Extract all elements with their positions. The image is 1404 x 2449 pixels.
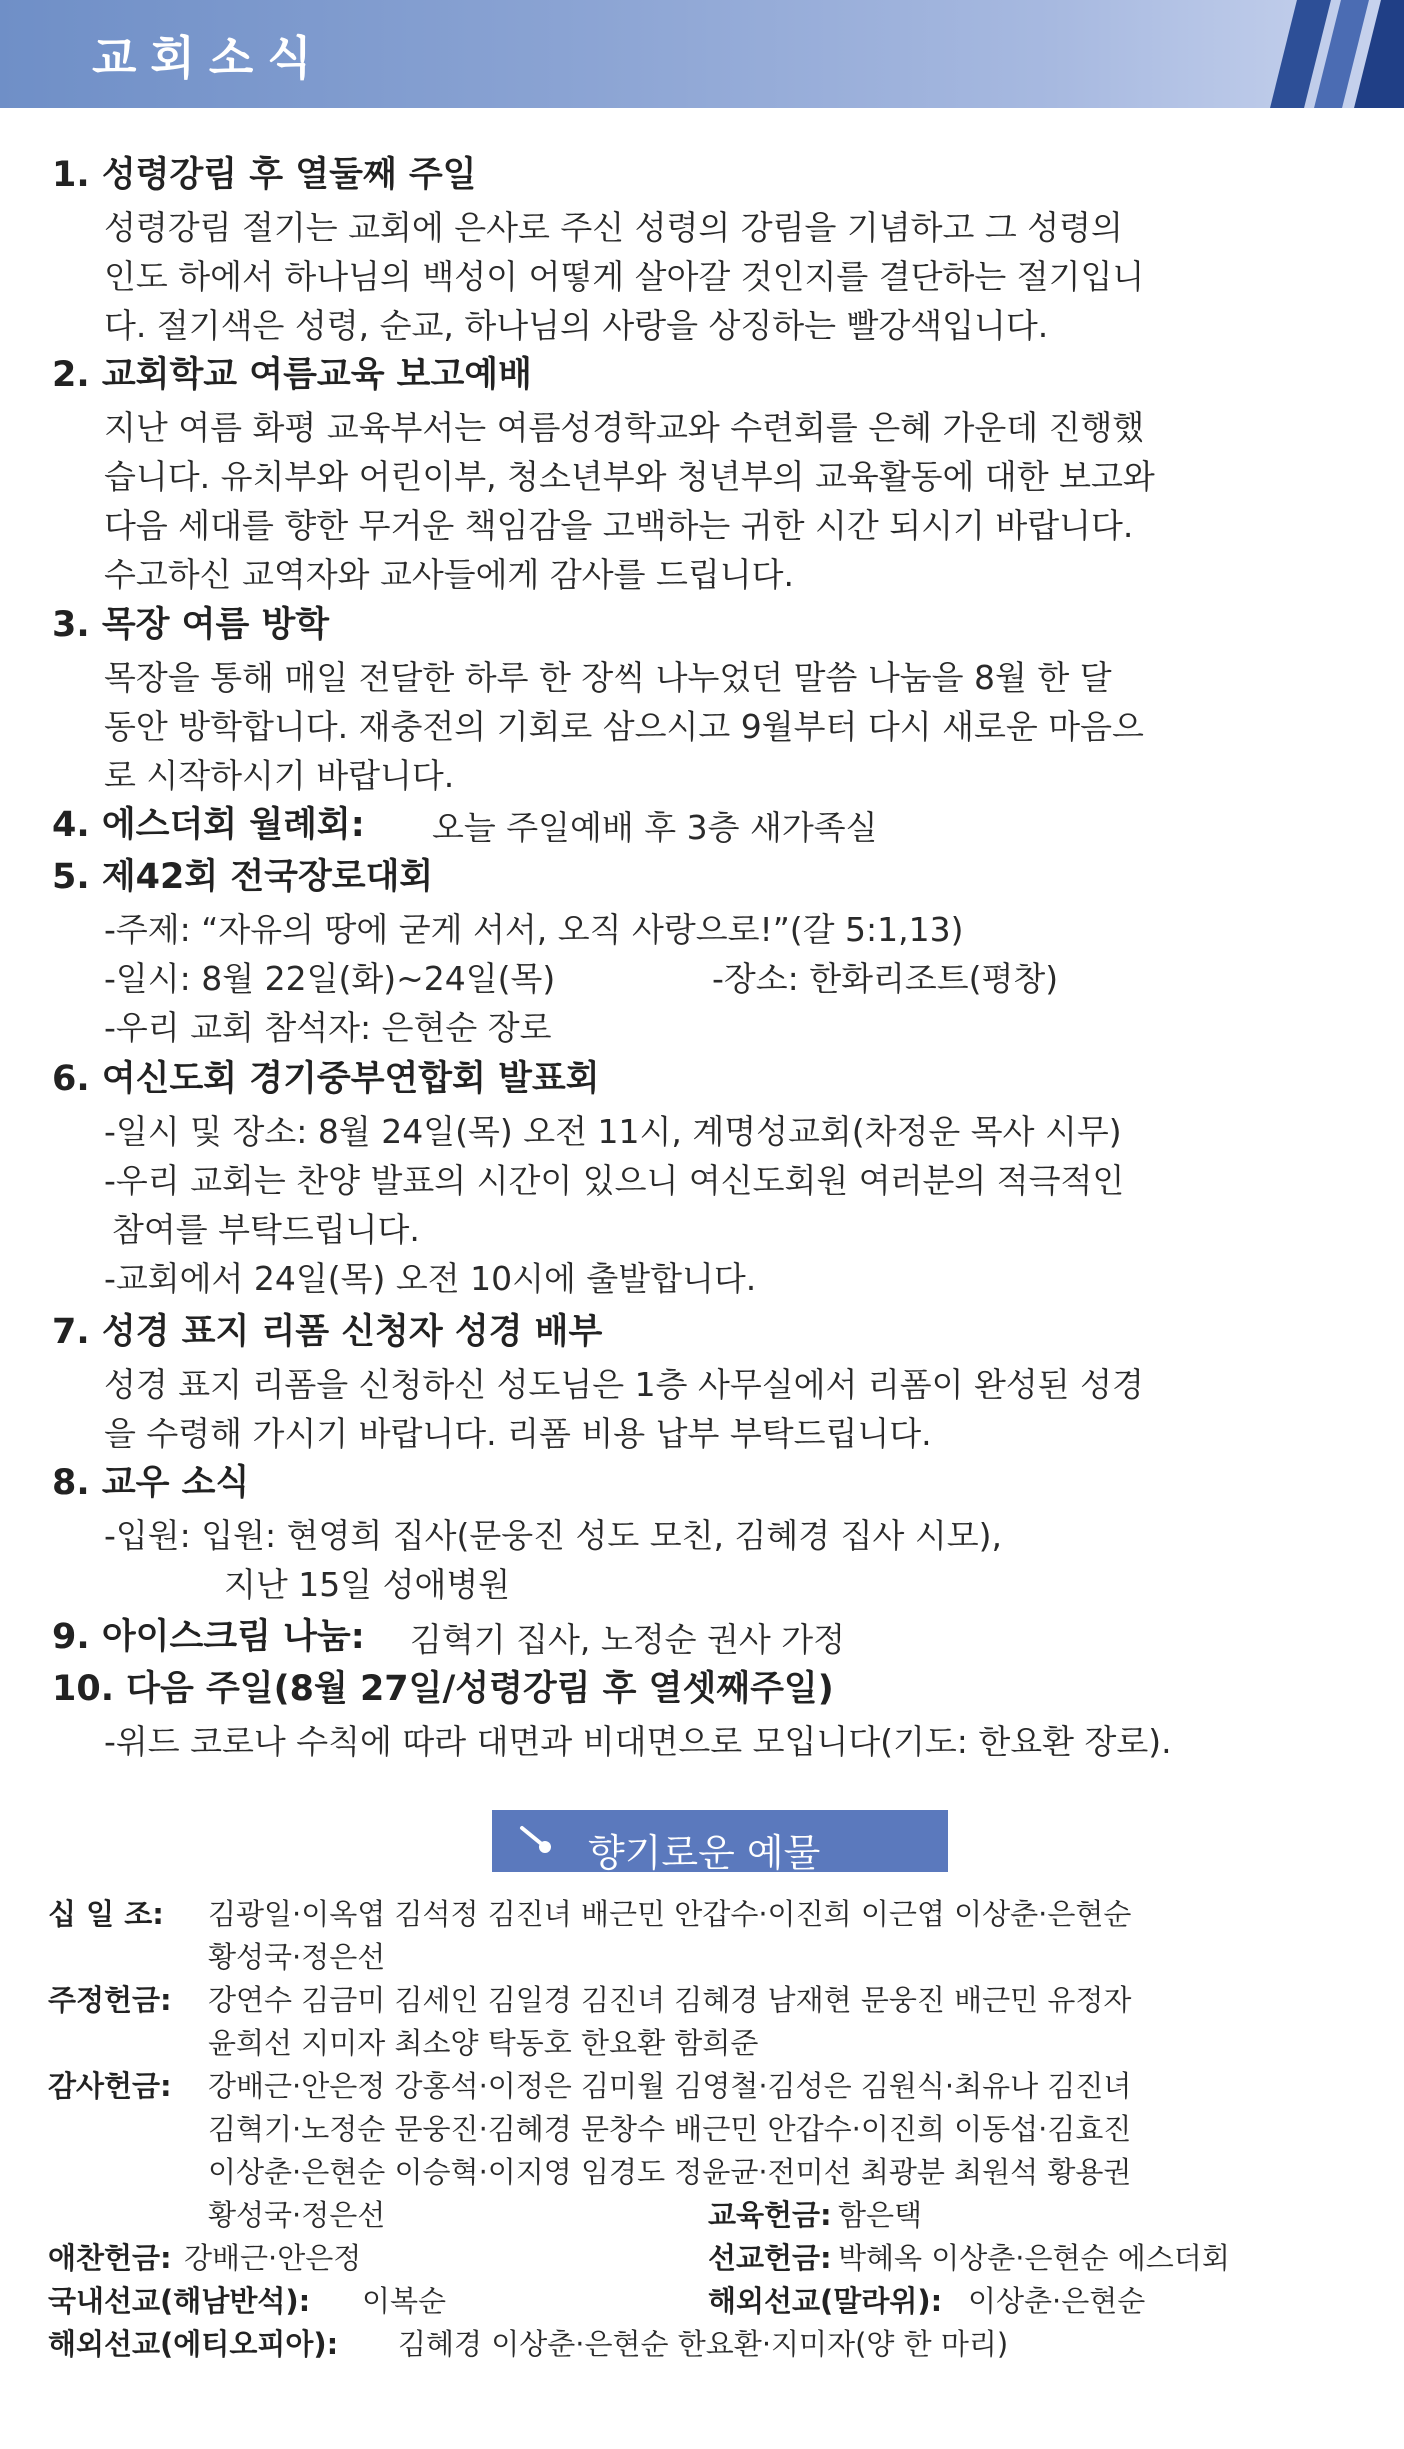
- offering-names: 강배근·안은정 강홍석·이정은 김미월 김영철·김성은 김원식·최유나 김진녀: [208, 2069, 1132, 2103]
- news-item-text: 목장을 통해 매일 전달한 하루 한 장씩 나누었던 말씀 나눔을 8월 한 달: [104, 658, 1112, 697]
- news-item-text: 김혁기 집사, 노정순 권사 가정: [410, 1620, 845, 1659]
- news-item-text: -장소: 한화리조트(평창): [712, 959, 1059, 998]
- news-item-title: 3. 목장 여름 방학: [52, 605, 330, 645]
- news-item-text: 지난 15일 성애병원: [224, 1565, 511, 1604]
- news-item-title: 2. 교회학교 여름교육 보고예배: [52, 355, 532, 395]
- news-item-text: -위드 코로나 수칙에 따라 대면과 비대면으로 모입니다(기도: 한요환 장로).: [104, 1722, 1172, 1761]
- offering-names: 이상춘·은현순: [968, 2284, 1146, 2318]
- news-item-text: 다음 세대를 향한 무거운 책임감을 고백하는 귀한 시간 되시기 바랍니다.: [104, 506, 1134, 545]
- news-item-text: 참여를 부탁드립니다.: [112, 1210, 420, 1249]
- offering-names: 박혜옥 이상춘·은현순 에스더회: [838, 2241, 1230, 2275]
- offering-label: 십 일 조:: [48, 1897, 164, 1931]
- news-item-text: -일시 및 장소: 8월 24일(목) 오전 11시, 계명성교회(차정운 목사 시무): [104, 1112, 1122, 1151]
- offering-names: 함은택: [838, 2198, 923, 2232]
- page-title: 교회소식: [92, 31, 326, 85]
- news-item-text: 다. 절기색은 성령, 순교, 하나님의 사랑을 상징하는 빨강색입니다.: [104, 306, 1049, 345]
- offering-names: 김혁기·노정순 문웅진·김혜경 문창수 배근민 안갑수·이진희 이동섭·김효진: [208, 2112, 1132, 2146]
- offering-label: 애찬헌금:: [48, 2241, 172, 2275]
- news-item-title: 1. 성령강림 후 열둘째 주일: [52, 155, 477, 195]
- offering-names: 이상춘·은현순 이승혁·이지영 임경도 정윤균·전미선 최광분 최원석 황용권: [208, 2155, 1132, 2189]
- news-item-text: -교회에서 24일(목) 오전 10시에 출발합니다.: [104, 1259, 757, 1298]
- news-item-text: 성경 표지 리폼을 신청하신 성도님은 1층 사무실에서 리폼이 완성된 성경: [104, 1365, 1144, 1404]
- news-item-text: -우리 교회는 찬양 발표의 시간이 있으니 여신도회원 여러분의 적극적인: [104, 1161, 1125, 1200]
- offering-banner: [492, 1810, 948, 1875]
- news-item-text: -입원: 입원: 현영희 집사(문웅진 성도 모친, 김혜경 집사 시모),: [104, 1516, 1002, 1555]
- news-item-text: 수고하신 교역자와 교사들에게 감사를 드립니다.: [104, 555, 795, 594]
- offering-label: 국내선교(해남반석):: [48, 2284, 311, 2318]
- news-item-title: 9. 아이스크림 나눔:: [52, 1617, 365, 1657]
- offering-names: 강배근·안은정: [184, 2241, 362, 2275]
- offering-label: 주정헌금:: [48, 1983, 172, 2017]
- news-item-title: 7. 성경 표지 리폼 신청자 성경 배부: [52, 1312, 603, 1352]
- offering-names: 강연수 김금미 김세인 김일경 김진녀 김혜경 남재현 문웅진 배근민 유정자: [208, 1983, 1132, 2017]
- news-item-text: 오늘 주일예배 후 3층 새가족실: [432, 808, 878, 847]
- offering-banner-title: 향기로운 예물: [588, 1831, 821, 1875]
- news-item-title: 6. 여신도회 경기중부연합회 발표회: [52, 1059, 600, 1099]
- news-item-title: 4. 에스더회 월례회:: [52, 805, 365, 845]
- offering-names: 김광일·이옥엽 김석정 김진녀 배근민 안갑수·이진희 이근엽 이상춘·은현순: [208, 1897, 1132, 1931]
- news-item-text: -우리 교회 참석자: 은현순 장로: [104, 1008, 552, 1047]
- offering-label: 감사헌금:: [48, 2069, 172, 2103]
- news-item-text: 로 시작하시기 바랍니다.: [104, 756, 455, 795]
- note-icon: [516, 1824, 556, 1858]
- news-item-text: 을 수령해 가시기 바랍니다. 리폼 비용 납부 부탁드립니다.: [104, 1414, 932, 1453]
- news-item-text: 지난 여름 화평 교육부서는 여름성경학교와 수련회를 은혜 가운데 진행했: [104, 408, 1145, 447]
- news-item-title: 10. 다음 주일(8월 27일/성령강림 후 열셋째주일): [52, 1669, 834, 1709]
- offering-names: 이복순: [362, 2284, 447, 2318]
- news-item-text: 성령강림 절기는 교회에 은사로 주신 성령의 강림을 기념하고 그 성령의: [104, 208, 1123, 247]
- news-item-text: 동안 방학합니다. 재충전의 기회로 삼으시고 9월부터 다시 새로운 마음으: [104, 707, 1144, 746]
- offering-names: 윤희선 지미자 최소양 탁동호 한요환 함희준: [208, 2026, 759, 2060]
- offering-names: 김혜경 이상춘·은현순 한요환·지미자(양 한 마리): [398, 2327, 1009, 2361]
- offering-names: 황성국·정은선: [208, 1940, 386, 1974]
- offering-label: 해외선교(에티오피아):: [48, 2327, 339, 2361]
- news-item-text: 습니다. 유치부와 어린이부, 청소년부와 청년부의 교육활동에 대한 보고와: [104, 457, 1155, 496]
- news-item-text: -주제: “자유의 땅에 굳게 서서, 오직 사랑으로!”(갈 5:1,13): [104, 910, 964, 949]
- offering-label: 선교헌금:: [708, 2241, 832, 2275]
- news-item-title: 5. 제42회 전국장로대회: [52, 857, 434, 897]
- offering-names: 황성국·정은선: [208, 2198, 386, 2232]
- news-item-text: 인도 하에서 하나님의 백성이 어떻게 살아갈 것인지를 결단하는 절기입니: [104, 257, 1145, 296]
- offering-label: 해외선교(말라위):: [708, 2284, 943, 2318]
- offering-label: 교육헌금:: [708, 2198, 832, 2232]
- page-header: [0, 0, 1404, 108]
- news-item-title: 8. 교우 소식: [52, 1463, 250, 1503]
- news-item-text: -일시: 8월 22일(화)~24일(목): [104, 959, 556, 998]
